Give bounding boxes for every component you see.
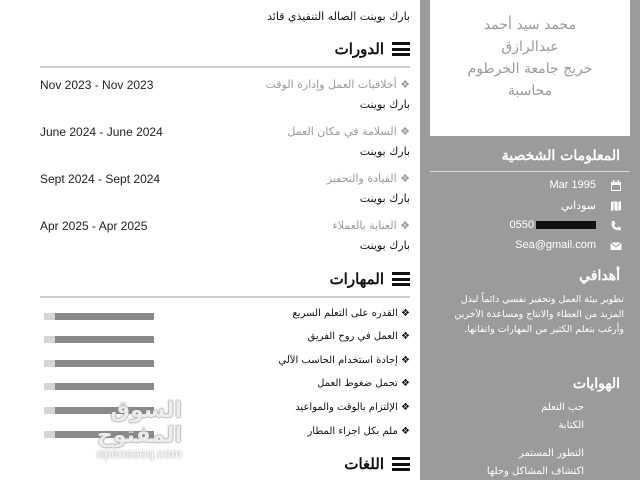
course-date: Sept 2024 - Sept 2024	[40, 172, 161, 186]
goals-title: أهدافي	[579, 268, 620, 284]
skill-label: ❖ إجادة استخدام الحاسب الآلي	[278, 355, 410, 366]
course-date: Nov 2023 - Nov 2023	[40, 78, 154, 92]
email-row	[460, 239, 622, 255]
skill-label: ❖ القدره على التعلم السريع	[292, 308, 410, 319]
course-org: بارك بوينت	[359, 192, 410, 205]
course-title: ❖ أخلاقيات العمل وإدارة الوقت	[265, 78, 410, 91]
education-line: خريج جامعة الخرطوم	[467, 61, 593, 77]
name-card	[430, 0, 630, 136]
sidebar	[420, 0, 640, 480]
course-title: ❖ القيادة والتحفيز	[326, 172, 410, 185]
languages-title: اللغات	[344, 455, 384, 473]
course-date: June 2024 - June 2024	[40, 125, 163, 139]
hobby-item: اكتشاف المشاكل وحلها	[486, 466, 584, 477]
hobby-item: الكتابة	[558, 420, 584, 431]
phone-icon	[610, 220, 622, 232]
course-org: بارك بوينت	[359, 239, 410, 252]
hobbies-title: الهوايات	[572, 376, 620, 392]
birth-row	[460, 179, 622, 195]
envelope-icon	[610, 240, 622, 252]
skill-level-bar	[44, 336, 154, 343]
goals-text: تطوير بيئة العمل وتحفيز نفسي دائماً لبذل المزيد من العطاء والانتاج ومساعدة الآخرين وأرغب بتعلم الكثير من المهارات واتقانها.	[454, 294, 624, 335]
skill-level-fill	[55, 313, 154, 320]
skill-label: ❖ ملم بكل اجزاء المطار	[307, 426, 410, 437]
personal-info-divider	[430, 171, 630, 172]
opensooq-watermark	[22, 398, 182, 460]
course-item	[40, 172, 410, 212]
course-item	[40, 125, 410, 165]
courses-title: الدورات	[334, 40, 384, 58]
course-item	[40, 219, 410, 259]
phone-number: 0550	[510, 219, 596, 231]
course-item	[40, 78, 410, 118]
personal-info-title: المعلومات الشخصية	[501, 148, 620, 164]
skill-row	[40, 355, 410, 373]
nationality: سوداني	[560, 200, 596, 212]
hobby-item: حب التعلم	[541, 402, 584, 413]
skill-level-bar	[44, 313, 154, 320]
languages-header	[344, 453, 410, 475]
skill-level-bar	[44, 383, 154, 390]
watermark-arabic: السوق المفتوح	[96, 398, 182, 448]
list-icon	[392, 457, 410, 471]
skill-row	[40, 378, 410, 396]
skill-level-fill	[55, 360, 154, 367]
course-date: Apr 2025 - Apr 2025	[40, 219, 148, 233]
watermark-url: opensooq.com	[96, 446, 182, 461]
skill-row	[40, 331, 410, 349]
skills-divider	[40, 296, 410, 298]
full-name-line1: محمد سيد أحمد	[483, 17, 577, 33]
previous-entry-org: بارك بوينت الصاله التنفيذي قائد	[266, 10, 410, 23]
major-line: محاسبة	[507, 83, 553, 99]
course-title: ❖ السلامة في مكان العمل	[287, 125, 410, 138]
list-icon	[392, 272, 410, 286]
courses-divider	[40, 66, 410, 68]
skill-row	[40, 308, 410, 326]
skill-label: ❖ العمل في روح الفريق	[307, 331, 410, 342]
birth-date: Mar 1995	[549, 179, 596, 191]
list-icon	[392, 42, 410, 56]
full-name-line2: عبدالرازق	[501, 39, 559, 55]
course-org: بارك بوينت	[359, 145, 410, 158]
skills-header	[330, 268, 410, 290]
nationality-row	[460, 199, 622, 215]
skill-level-fill	[55, 336, 154, 343]
skill-label: ❖ تحمل ضغوط العمل	[317, 378, 410, 389]
redaction-mark	[536, 221, 596, 229]
email-address: Sea@gmail.com	[515, 239, 596, 251]
skills-title: المهارات	[329, 270, 384, 288]
courses-header	[335, 38, 410, 60]
map-icon	[610, 200, 622, 212]
course-title: ❖ العناية بالعملاء	[332, 219, 410, 232]
skill-level-fill	[55, 383, 154, 390]
skill-label: ❖ الإلتزام بالوقت والمواعيد	[295, 402, 410, 413]
course-org: بارك بوينت	[359, 98, 410, 111]
phone-row	[460, 219, 622, 235]
hobby-item: التطور المستمر	[518, 448, 584, 459]
skill-level-bar	[44, 360, 154, 367]
calendar-icon	[610, 180, 622, 192]
